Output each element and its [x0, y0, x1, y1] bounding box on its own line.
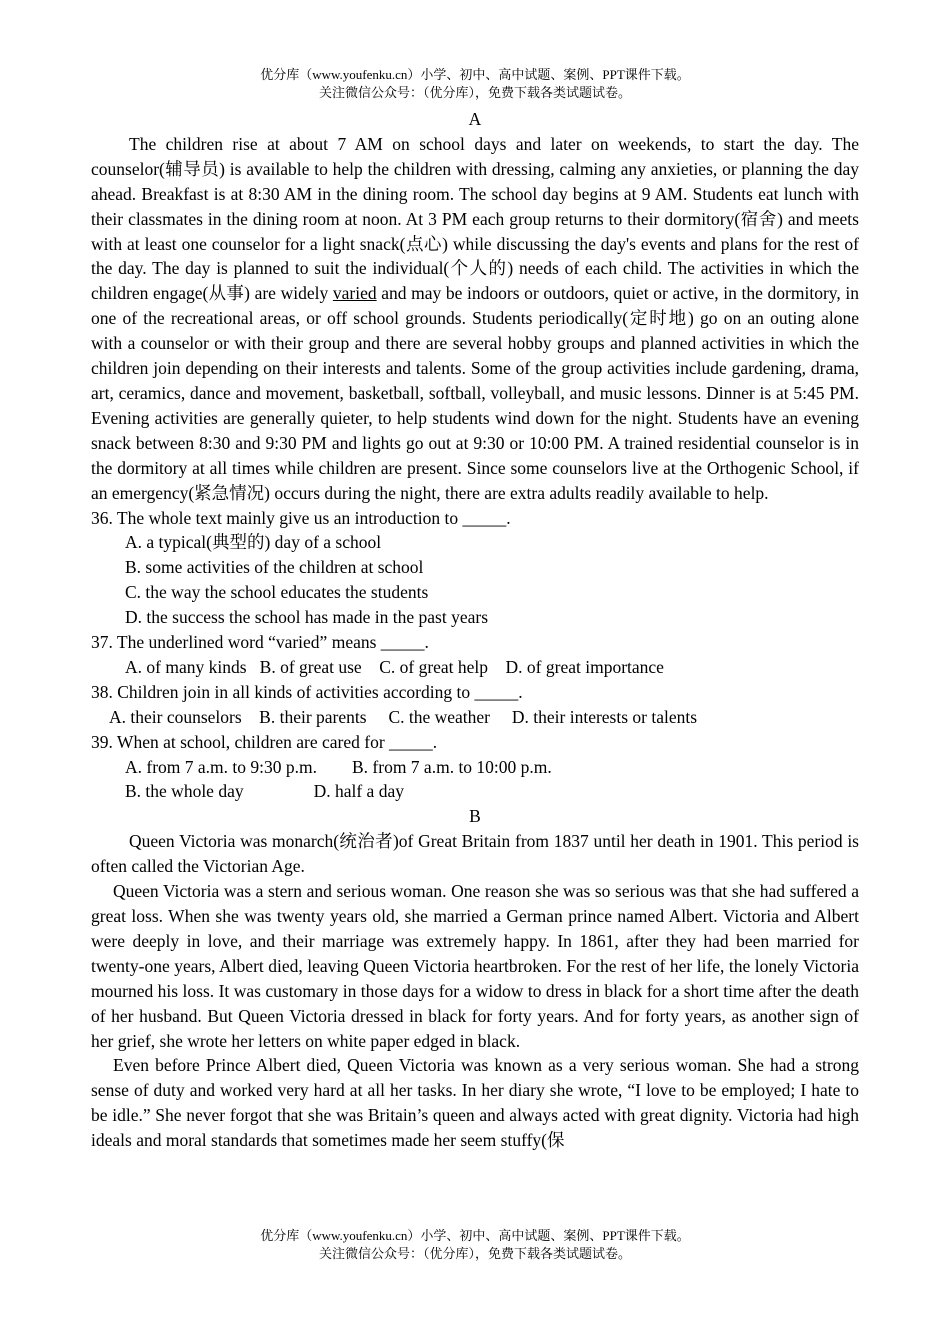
question-39-options-row-1: A. from 7 a.m. to 9:30 p.m. B. from 7 a.m. to 10:00 p.m.: [125, 756, 552, 777]
question-38-stem: 38. Children join in all kinds of activities according to _____.: [91, 681, 523, 702]
section-b-title: B: [469, 806, 481, 827]
question-37-stem: 37. The underlined word “varied” means _____.: [91, 632, 429, 653]
section-a-title: A: [468, 109, 482, 129]
section-a-passage: [91, 132, 859, 506]
underlined-word: varied: [332, 283, 377, 304]
question-36-stem: 36. The whole text mainly give us an introduction to _____.: [91, 507, 511, 528]
header-line-2: 关注微信公众号：（优分库），免费下载各类试题试卷。: [318, 85, 631, 100]
section-b-paragraph-1: Queen Victoria was monarch(统治者)of Great Britain from 1837 until her death in 1901. This period is often called the Victorian Age.: [91, 831, 859, 877]
header-line-1: 优分库（www.youfenku.cn）小学、初中、高中试题、案例、PPT课件下载。: [260, 67, 690, 82]
document-body: [91, 107, 859, 1153]
question-38-options: A. their counselors B. their parents C. the weather D. their interests or talents: [109, 706, 698, 727]
question-36-option-a: A. a typical(典型的) day of a school: [125, 532, 382, 553]
passage-text-before: The children rise at about 7 AM on school days and later on weekends, to start the day. The counselor(辅导员) is available to help the children with dressing, calming any anxieties, or planning the day ahead. Breakfast is at 8:30 AM in the dining room. The school day begins at 9 AM. Students eat lunch with their classmates in the dining room at noon. At 3 PM each group returns to their dormitory(宿舍) and meets with at least one counselor for a light snack(点心) while discussing the day's events and plans for the rest of the day. The day is planned to suit the individual(个人的) needs of each child. The activities in which the children engage(从事) are widely: [91, 133, 859, 304]
section-b-paragraph-3: Even before Prince Albert died, Queen Victoria was known as a very serious woman. She had a strong sense of duty and worked very hard at all her tasks. In her diary she wrote, “I love to be employed; I hate to be idle.” She never forgot that she was Britain’s queen and always acted with great dignity. Victoria had high ideals and moral standards that sometimes made her seem stuffy(保: [91, 1055, 859, 1151]
page-header: [0, 66, 950, 102]
question-39-stem: 39. When at school, children are cared for _____.: [91, 731, 438, 752]
question-36-option-c: C. the way the school educates the students: [125, 582, 429, 603]
question-36-option-d: D. the success the school has made in the past years: [125, 607, 489, 628]
footer-line-2: 关注微信公众号：（优分库），免费下载各类试题试卷。: [318, 1246, 631, 1261]
page-footer: [0, 1227, 950, 1263]
passage-text-after: and may be indoors or outdoors, quiet or active, in the dormitory, in one of the recreational areas, or off school grounds. Students periodically(定时地) go on an outing alone with a counselor or with their group and there are several hobby groups and planned activities in which the children join depending on their interests and talents. Some of the group activities include gardening, drama, art, ceramics, dance and movement, basketball, softball, volleyball, and music lessons. Dinner is at 5:45 PM. Evening activities are generally quieter, to help students wind down for the night. Students have an evening snack between 8:30 and 9:30 PM and lights go out at 9:30 or 10:00 PM. A trained residential counselor is in the dormitory at all times while children are present. Since some counselors live at the Orthogenic School, if an emergency(紧急情况) occurs during the night, there are extra adults readily available to help.: [91, 283, 860, 503]
footer-line-1: 优分库（www.youfenku.cn）小学、初中、高中试题、案例、PPT课件下载。: [260, 1228, 690, 1243]
question-36-option-b: B. some activities of the children at school: [125, 557, 424, 578]
question-39-options-row-2: B. the whole day D. half a day: [125, 781, 404, 802]
question-37-options: A. of many kinds B. of great use C. of great help D. of great importance: [125, 656, 664, 677]
section-b-paragraph-2: Queen Victoria was a stern and serious woman. One reason she was so serious was that she had suffered a great loss. When she was twenty years old, she married a German prince named Albert. Victoria and Albert were deeply in love, and their marriage was extremely happy. In 1861, after they had been married for twenty-one years, Albert died, leaving Queen Victoria heartbroken. For the rest of her life, the lonely Victoria mourned his loss. It was customary in those days for a widow to dress in black for a short time after the death of her husband. But Queen Victoria dressed in black for forty years. And for forty years, as another sign of her grief, she wrote her letters on white paper edged in black.: [91, 881, 859, 1051]
